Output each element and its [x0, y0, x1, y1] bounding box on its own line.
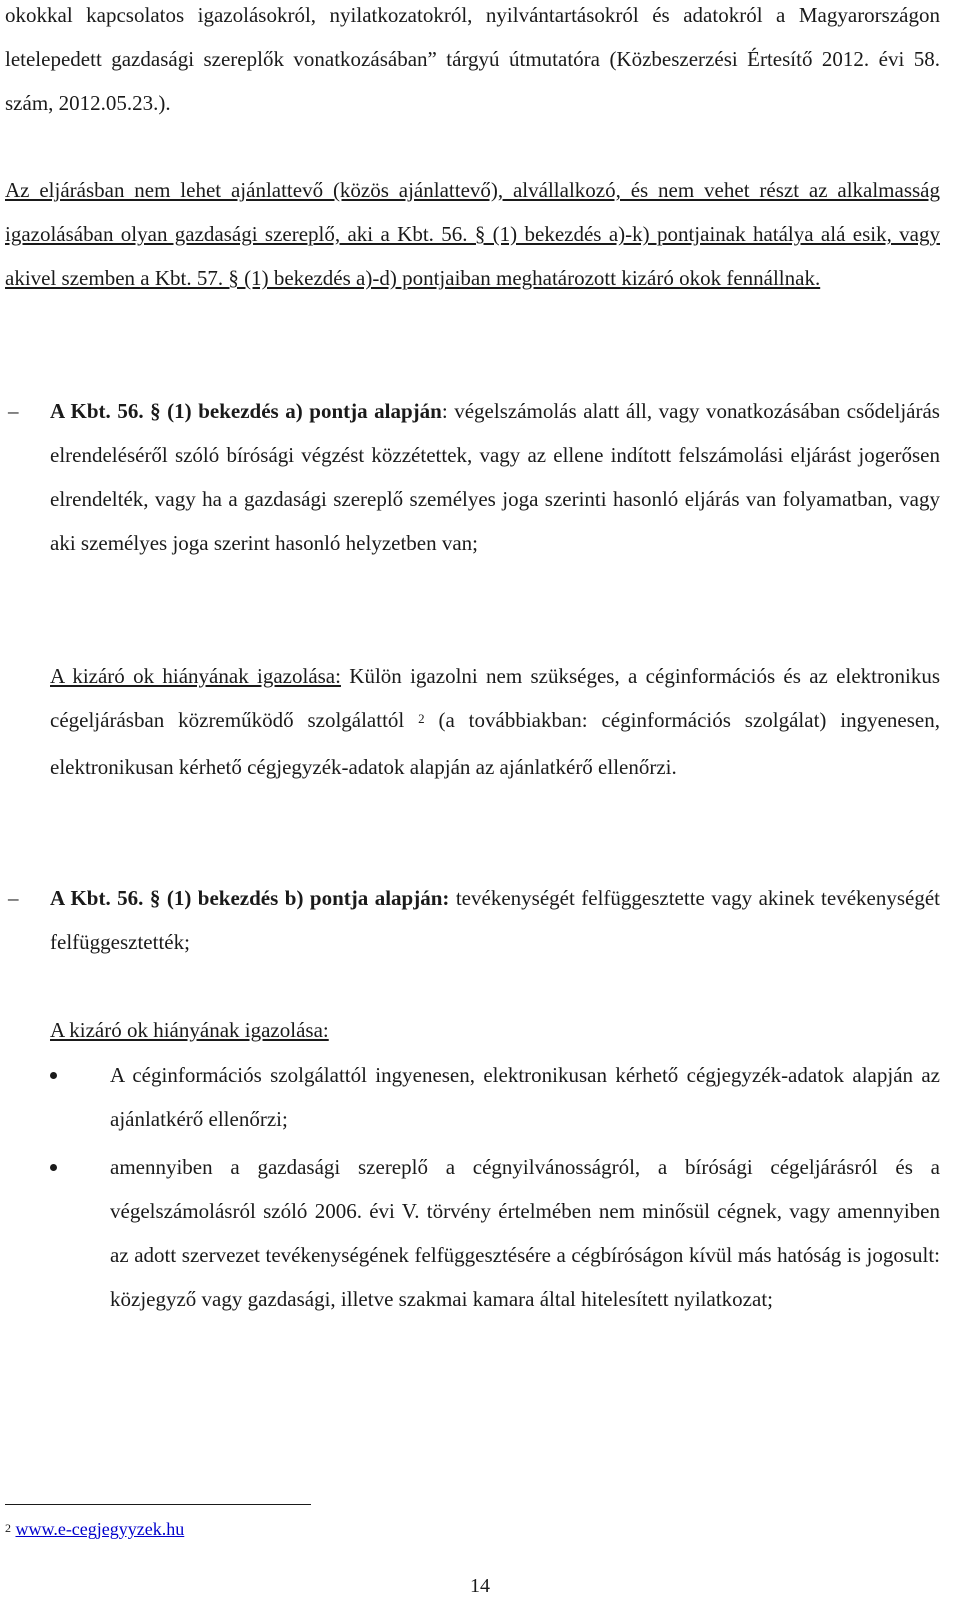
footnote	[5, 1518, 184, 1542]
bullet-item-2	[110, 1145, 940, 1321]
bullet-dot	[50, 1072, 57, 1079]
bullet-item-1-text: A céginformációs szolgálattól ingyenesen, elektronikusan kérhető cégjegyzék-adatok alapján az ajánlatkérő ellenőrzi;	[110, 1063, 940, 1131]
footnote-link[interactable]: www.e-cegjegyyzek.hu	[15, 1519, 185, 1539]
exclusion-paragraph: Az eljárásban nem lehet ajánlattevő (közös ajánlattevő), alvállalkozó, és nem vehet részt az alkalmasság igazolásában olyan gazdasági szereplő, aki a Kbt. 56. § (1) bekezdés a)-k) pontjainak hatálya alá esik, vagy akivel szemben a Kbt. 57. § (1) bekezdés a)-d) pontjaiban meghatározott kizáró okok fennállnak.	[5, 178, 940, 290]
bullet-item-2-text: amennyiben a gazdasági szereplő a cégnyilvánosságról, a bírósági cégeljárásról és a végelszámolásról szóló 2006. évi V. törvény értelmében nem minősül cégnek, vagy amennyiben az adott szervezet tevékenységének felfüggesztésére a cégbíróságon kívül más hatóság is jogosult: közjegyző vagy gazdasági, illetve szakmai kamara által hitelesített nyilatkozat;	[110, 1155, 940, 1311]
item-b-heading: A Kbt. 56. § (1) bekezdés b) pontja alapján:	[50, 886, 450, 910]
item-b-text: tevékenységét felfüggesztette vagy akinek tevékenységét felfüggesztették;	[50, 886, 940, 954]
intro-paragraph: okokkal kapcsolatos igazolásokról, nyilatkozatokról, nyilvántartásokról és adatokról a Magyarországon letelepedett gazdasági szereplők vonatkozásában” tárgyú útmutatóra (Közbeszerzési Értesítő 2012. évi 58. szám, 2012.05.23.).	[5, 3, 940, 115]
item-b	[8, 876, 940, 964]
page-number: 14	[470, 1575, 490, 1597]
item-a-proof-text-2: (a továbbiakban: céginformációs szolgálat) ingyenesen, elektronikusan kérhető cégjegyzék-adatok alapján az ajánlatkérő ellenőrzi.	[50, 708, 940, 779]
item-a-proof	[50, 654, 940, 789]
item-a-heading: A Kbt. 56. § (1) bekezdés a) pontja alapján	[50, 399, 442, 423]
item-a-proof-text-1: Külön igazolni nem szükséges, a céginformációs és az elektronikus cégeljárásban közreműködő szolgálattól	[50, 664, 940, 732]
item-b-proof-label: A kizáró ok hiányának igazolása:	[50, 1018, 329, 1042]
footnote-number: 2	[5, 1521, 11, 1535]
footnote-ref: 2	[418, 711, 425, 726]
bullet-dot	[50, 1164, 57, 1171]
item-a	[8, 389, 940, 565]
item-a-text: : végelszámolás alatt áll, vagy vonatkozásában csődeljárás elrendeléséről szóló bírósági végzést közzétettek, vagy az ellene indított felszámolási eljárást jogerősen elrendelték, vagy ha a gazdasági szereplő személyes joga szerinti hasonló eljárás van folyamatban, vagy aki személyes joga szerint hasonló helyzetben van;	[50, 399, 940, 555]
footnote-separator	[5, 1504, 311, 1505]
dash-marker: –	[8, 886, 19, 910]
item-a-proof-label: A kizáró ok hiányának igazolása:	[50, 664, 341, 688]
bullet-item-1	[110, 1053, 940, 1141]
dash-marker: –	[8, 399, 19, 423]
